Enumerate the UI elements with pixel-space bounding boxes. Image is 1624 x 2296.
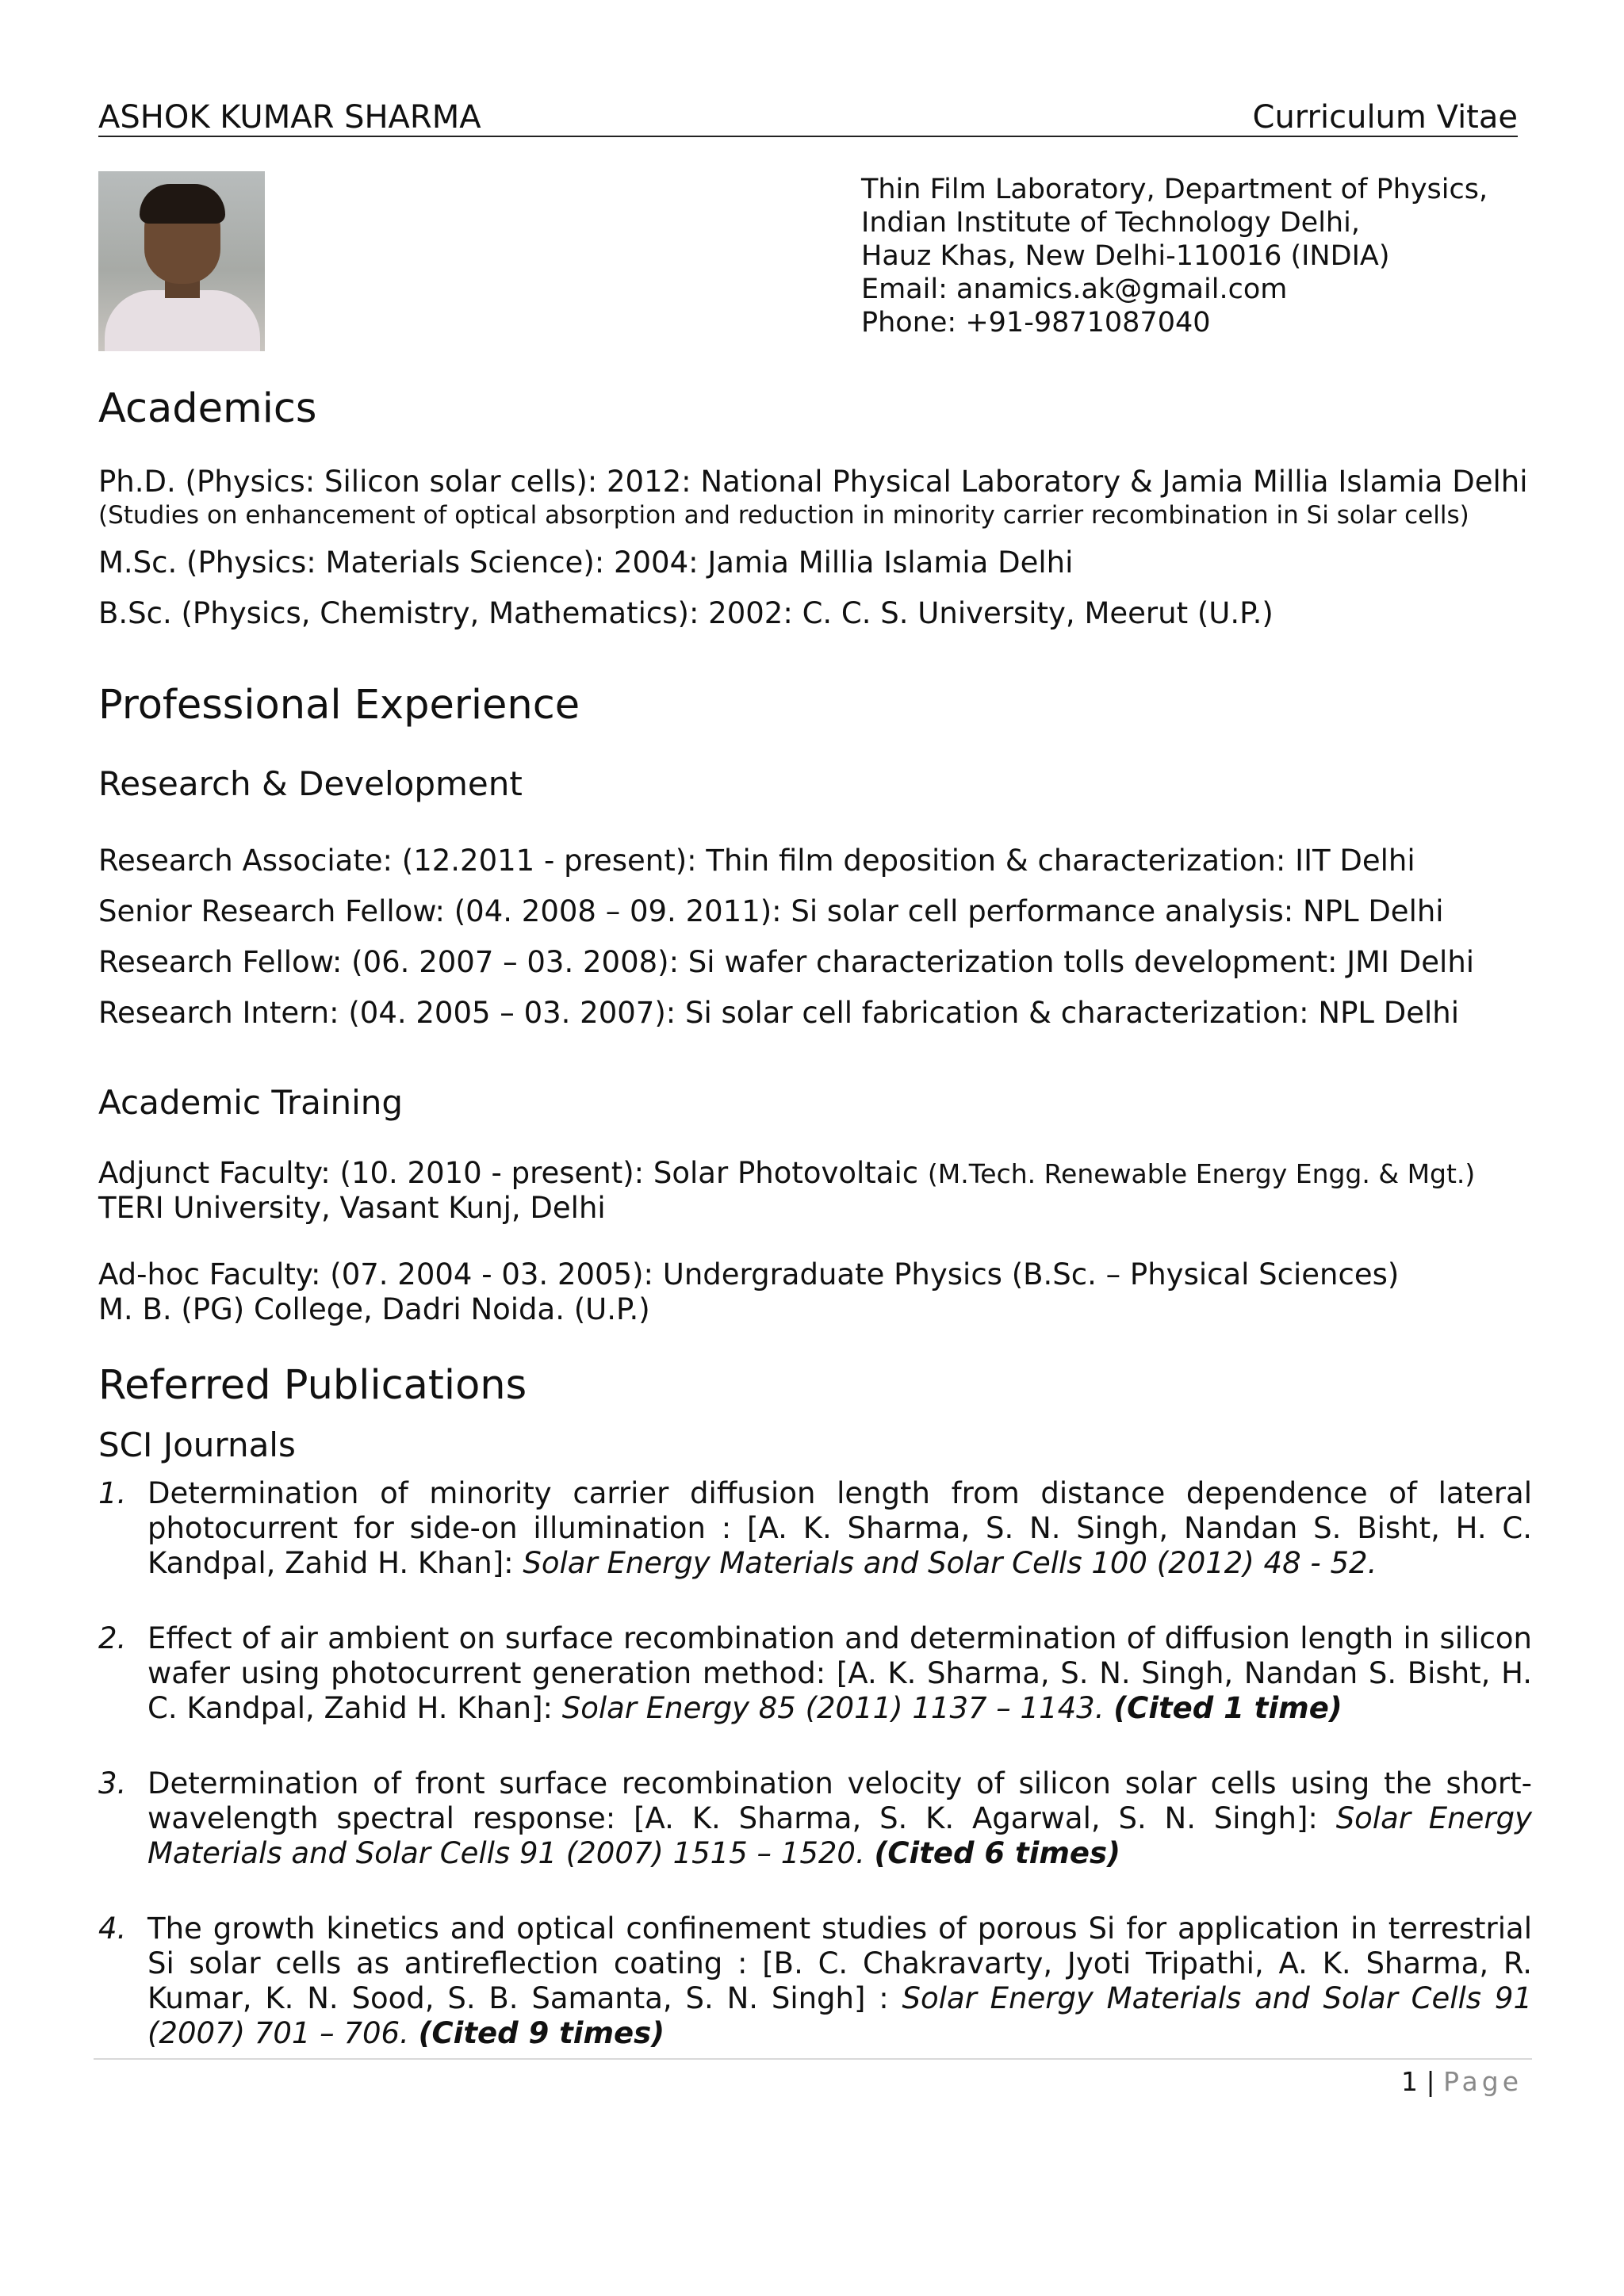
contact-line: Indian Institute of Technology Delhi, [861, 207, 1360, 239]
training-adhoc-place: M. B. (PG) College, Dadri Noida. (U.P.) [98, 1292, 650, 1326]
section-publications-title: Referred Publications [98, 1362, 527, 1409]
footer-divider [94, 2058, 1532, 2060]
degree-phd: Ph.D. (Physics: Silicon solar cells): 2012: National Physical Laboratory & Jamia Millia Islamia Delhi [98, 465, 1528, 499]
contact-line: Thin Film Laboratory, Department of Physics, [861, 174, 1488, 205]
training-adhoc: Ad-hoc Faculty: (07. 2004 - 03. 2005): Undergraduate Physics (B.Sc. – Physical Sciences) [98, 1257, 1400, 1292]
degree-bsc: B.Sc. (Physics, Chemistry, Mathematics): 2002: C. C. S. University, Meerut (U.P.) [98, 596, 1274, 630]
contact-phone: Phone: +91-9871087040 [861, 307, 1211, 339]
publication-item: 1. Determination of minority carrier diffusion length from distance dependence of lateral photocurrent for side-on illumination : [A. K. Sharma, S. N. Singh, Nandan S. Bisht, H. C. Kandpal, Zahid H. Khan]: Solar Energy Materials and Solar Cells 100 (2012) 48 - 52. [98, 1476, 1532, 1580]
page-label: Page [1443, 2066, 1522, 2097]
contact-line: Hauz Khas, New Delhi-110016 (INDIA) [861, 240, 1390, 272]
rd-entry: Senior Research Fellow: (04. 2008 – 09. 2011): Si solar cell performance analysis: NPL Delhi [98, 894, 1444, 928]
publication-list [98, 1476, 1532, 2051]
publication-item: 4. The growth kinetics and optical confinement studies of porous Si for application in terrestrial Si solar cells as antireflection coating : [B. C. Chakravarty, Jyoti Tripathi, A. K. Sharma, R. Kumar, K. N. Sood, S. B. Samanta, S. N. Singh] : Solar Energy Materials and Solar Cells 91 (2007) 701 – 706. (Cited 9 times) [98, 1911, 1532, 2050]
subsection-training-title: Academic Training [98, 1083, 404, 1122]
section-experience-title: Professional Experience [98, 682, 580, 729]
page-header [98, 99, 1518, 137]
training-adjunct: Adjunct Faculty: (10. 2010 - present): Solar Photovoltaic (M.Tech. Renewable Energy Engg. & Mgt.) [98, 1156, 1476, 1190]
degree-phd-note: (Studies on enhancement of optical absorption and reduction in minority carrier recombination in Si solar cells) [98, 501, 1469, 530]
publication-item: 2. Effect of air ambient on surface recombination and determination of diffusion length in silicon wafer using photocurrent generation method: [A. K. Sharma, S. N. Singh, Nandan S. Bisht, H. C. Kandpal, Zahid H. Khan]: Solar Energy 85 (2011) 1137 – 1143. (Cited 1 time) [98, 1621, 1532, 1725]
document-type: Curriculum Vitae [1252, 99, 1518, 136]
rd-entry: Research Associate: (12.2011 - present): Thin film deposition & characterization: IIT Delhi [98, 844, 1415, 878]
contact-block [861, 173, 1488, 339]
section-academics-title: Academics [98, 385, 317, 432]
profile-photo [98, 171, 265, 351]
rd-entry: Research Fellow: (06. 2007 – 03. 2008): Si wafer characterization tolls development: JMI Delhi [98, 945, 1475, 979]
page-number: 1 [1401, 2066, 1418, 2097]
page-footer: 1 | Page [1401, 2066, 1522, 2097]
publication-item: 3. Determination of front surface recombination velocity of silicon solar cells using the short-wavelength spectral response: [A. K. Sharma, S. K. Agarwal, S. N. Singh]: Solar Energy Materials and Solar Cells 91 (2007) 1515 – 1520. (Cited 6 times) [98, 1766, 1532, 1870]
rd-entry: Research Intern: (04. 2005 – 03. 2007): Si solar cell fabrication & characterization: NPL Delhi [98, 996, 1460, 1030]
training-adjunct-place: TERI University, Vasant Kunj, Delhi [98, 1191, 606, 1225]
subsection-sci-title: SCI Journals [98, 1425, 296, 1464]
degree-msc: M.Sc. (Physics: Materials Science): 2004: Jamia Millia Islamia Delhi [98, 545, 1074, 580]
contact-email: Email: anamics.ak@gmail.com [861, 274, 1288, 305]
author-name: ASHOK KUMAR SHARMA [98, 99, 481, 136]
subsection-rd-title: Research & Development [98, 764, 523, 803]
